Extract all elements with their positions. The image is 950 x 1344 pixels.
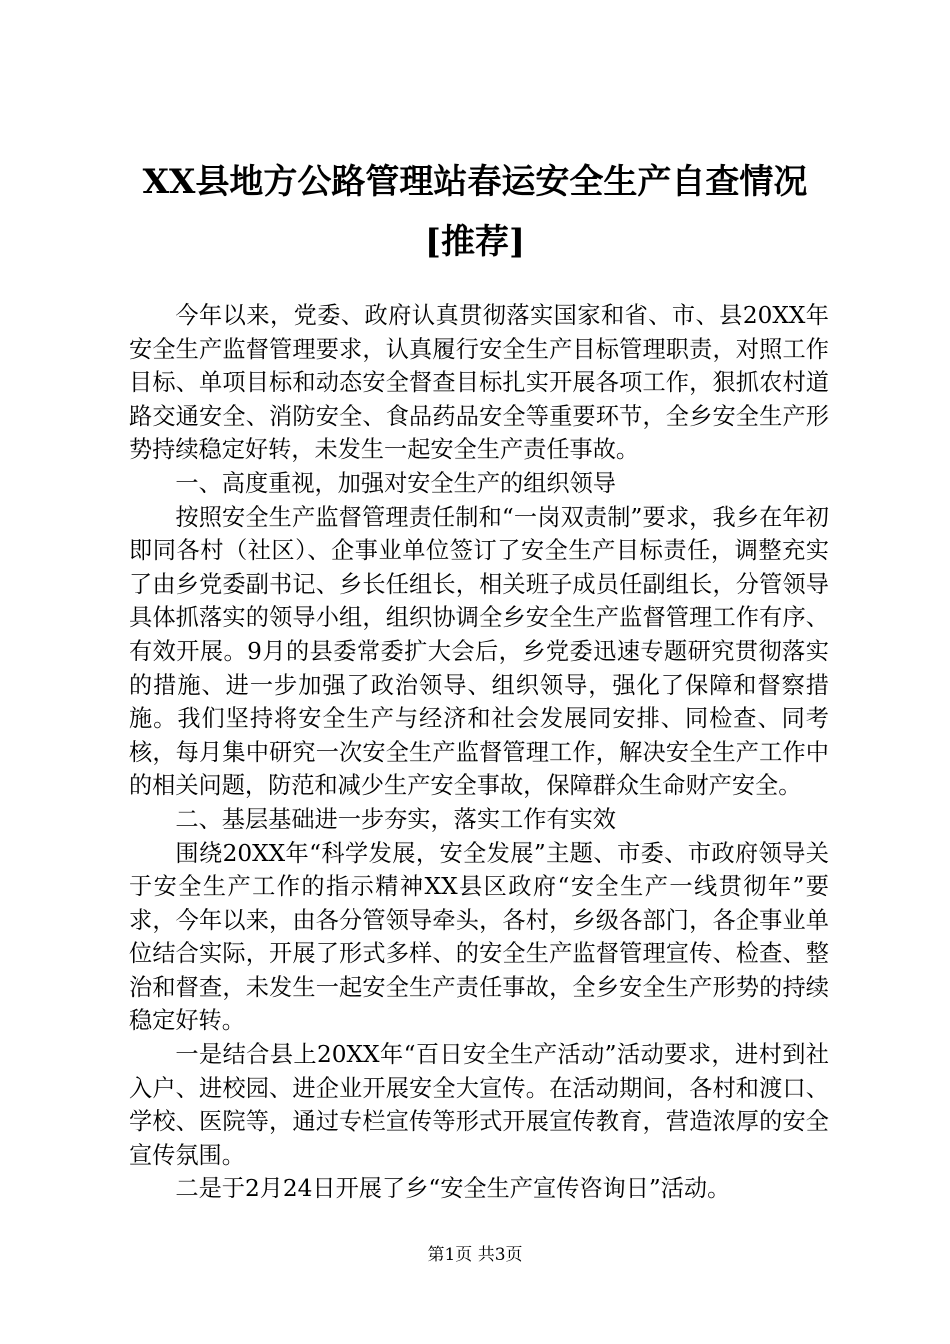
- paragraph-section-2: 围绕20XX年“科学发展，安全发展”主题、市委、市政府领导关于安全生产工作的指示精神XX县区政府“安全生产一线贯彻年”要求，今年以来，由各分管领导牵头，各村，乡级各部门，各企事业单位结合实际，开展了形式多样、的安全生产监督管理宣传、检查、整治和督查，未发生一起安全生产责任事故，全乡安全生产形势的持续稳定好转。: [129, 839, 829, 1035]
- paragraph-item-1: 一是结合县上20XX年“百日安全生产活动”活动要求，进村到社入户、进校园、进企业开展安全大宣传。在活动期间，各村和渡口、学校、医院等，通过专栏宣传等形式开展宣传教育，营造浓厚的安全宣传氛围。: [129, 1041, 829, 1169]
- section-heading-1: 一、高度重视，加强对安全生产的组织领导: [175, 469, 616, 497]
- document-title-line-2: [推荐]: [424, 222, 526, 262]
- section-heading-2: 二、基层基础进一步夯实，落实工作有实效: [175, 805, 616, 833]
- document-body: [129, 299, 829, 1206]
- document-title-line-1: XX县地方公路管理站春运安全生产自查情况: [142, 162, 808, 202]
- paragraph-item-2: 二是于2月24日开展了乡“安全生产宣传咨询日”活动。: [175, 1175, 731, 1203]
- paragraph-intro: 今年以来，党委、政府认真贯彻落实国家和省、市、县20XX年安全生产监督管理要求，认真履行安全生产目标管理职责，对照工作目标、单项目标和动态安全督查目标扎实开展各项工作，狠抓农村道路交通安全、消防安全、食品药品安全等重要环节，全乡安全生产形势持续稳定好转，未发生一起安全生产责任事故。: [129, 302, 829, 464]
- page-footer: 第1页 共3页: [427, 1245, 523, 1265]
- paragraph-section-1: 按照安全生产监督管理责任制和“一岗双责制”要求，我乡在年初即同各村（社区）、企事业单位签订了安全生产目标责任，调整充实了由乡党委副书记、乡长任组长，相关班子成员任副组长，分管领导具体抓落实的领导小组，组织协调全乡安全生产监督管理工作有序、有效开展。9月的县委常委扩大会后，乡党委迅速专题研究贯彻落实的措施、进一步加强了政治领导、组织领导，强化了保障和督察措施。我们坚持将安全生产与经济和社会发展同安排、同检查、同考核，每月集中研究一次安全生产监督管理工作，解决安全生产工作中的相关问题，防范和减少生产安全事故，保障群众生命财产安全。: [129, 503, 829, 800]
